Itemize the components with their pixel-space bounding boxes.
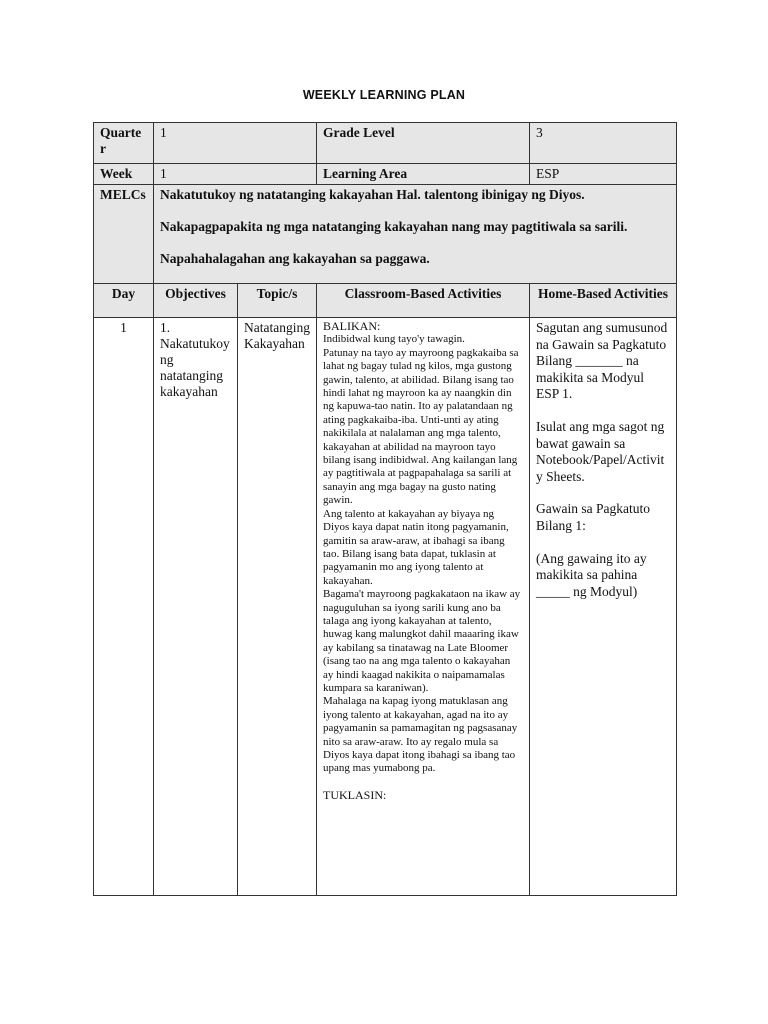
classroom-activities-cell [317,318,530,896]
classroom-paragraph: Mahalaga na kapag iyong matuklasan ang iyong talento at kakayahan, agad na ito ay pagyamanin sa pamamagitan ng pagsasanay nito sa araw-araw. Ito ay regalo mula sa Diyos kaya dapat itong ibahagi sa ibang tao upang mas yumabong pa. [323,695,518,775]
week-label: Week [94,164,154,185]
home-paragraph: Isulat ang mga sagot ng bawat gawain sa Notebook/Papel/Activity Sheets. [536,418,665,484]
weekly-plan-table [93,122,677,896]
balikan-heading: BALIKAN: [323,319,381,333]
melcs-row [94,185,677,284]
melcs-label: MELCs [94,185,154,284]
header-objectives: Objectives [154,284,238,318]
melcs-content [154,185,677,284]
quarter-label: Quarter [94,123,154,164]
learning-area-label: Learning Area [317,164,530,185]
day-number: 1 [94,318,154,896]
page-title: WEEKLY LEARNING PLAN [302,88,466,102]
week-value: 1 [154,164,317,185]
home-paragraph: Gawain sa Pagkatuto Bilang 1: [536,501,650,533]
learning-area-value: ESP [530,164,677,185]
header-topics: Topic/s [238,284,317,318]
home-activities-cell [530,318,677,896]
home-paragraph: Sagutan ang sumusunod na Gawain sa Pagkatuto Bilang _______ na makikita sa Modyul ESP 1. [536,320,668,402]
topic-cell: Natatanging Kakayahan [238,318,317,896]
grade-level-label: Grade Level [317,123,530,164]
header-home: Home-Based Activities [530,284,677,318]
objective-cell: 1. Nakatutukoy ng natatanging kakayahan [154,318,238,896]
header-day: Day [94,284,154,318]
grade-level-value: 3 [530,123,677,164]
classroom-paragraph: Patunay na tayo ay mayroong pagkakaiba sa lahat ng bagay tulad ng kilos, mga gustong gawin, talento, at abilidad. Bilang isang tao hindi lahat ng mayroon ka ay naangkin din ng kapuwa-tao natin. Ito ay palatandaan ng ating pagkakaiba-iba. Unti-unti ay ating nakikilala at nalalaman ang mga talento, kakayahan at abilidad na mayroon tayo bilang isang indibidwal. Ang kailangan lang ay pagtitiwala at pagpapahalaga sa sarili at sanayin ang mga bagay na gusto nating gawin. [323,346,519,507]
quarter-value: 1 [154,123,317,164]
classroom-paragraph: Ang talento at kakayahan ay biyaya ng Diyos kaya dapat natin itong pagyamanin, gamitin sa araw-araw, at ibahagi sa ibang tao. Bilang isang bata dapat, tuklasin at pagyamanin mo ang iyong talento at kakayahan. [323,507,509,587]
home-paragraph: (Ang gawaing ito ay makikita sa pahina _____ ng Modyul) [536,550,647,599]
melc-item: Napahahalagahan ang kakayahan sa paggawa. [160,251,430,266]
quarter-row [94,123,677,164]
melc-item: Nakapagpapakita ng mga natatanging kakayahan nang may pagtitiwala sa sarili. [160,219,628,234]
week-row [94,164,677,185]
melc-item: Nakatutukoy ng natatanging kakayahan Hal. talentong ibinigay ng Diyos. [160,187,585,202]
header-classroom: Classroom-Based Activities [317,284,530,318]
day-row [94,318,677,896]
tuklasin-heading: TUKLASIN: [323,787,387,802]
classroom-paragraph: Bagama't mayroong pagkakataon na ikaw ay naguguluhan sa iyong sarili kung ano ba talaga ang iyong kakayahan at talento, huwag kang malungkot dahil maaaring ikaw ay kabilang sa tinatawag na Late Bloomer (isang tao na ang mga talento o kakayahan ay hindi kaagad nakikita o naipamamalas kumpara sa karaniwan). [323,588,521,694]
column-header-row [94,284,677,318]
classroom-paragraph: Indibidwal kung tayo'y tawagin. [323,333,465,346]
